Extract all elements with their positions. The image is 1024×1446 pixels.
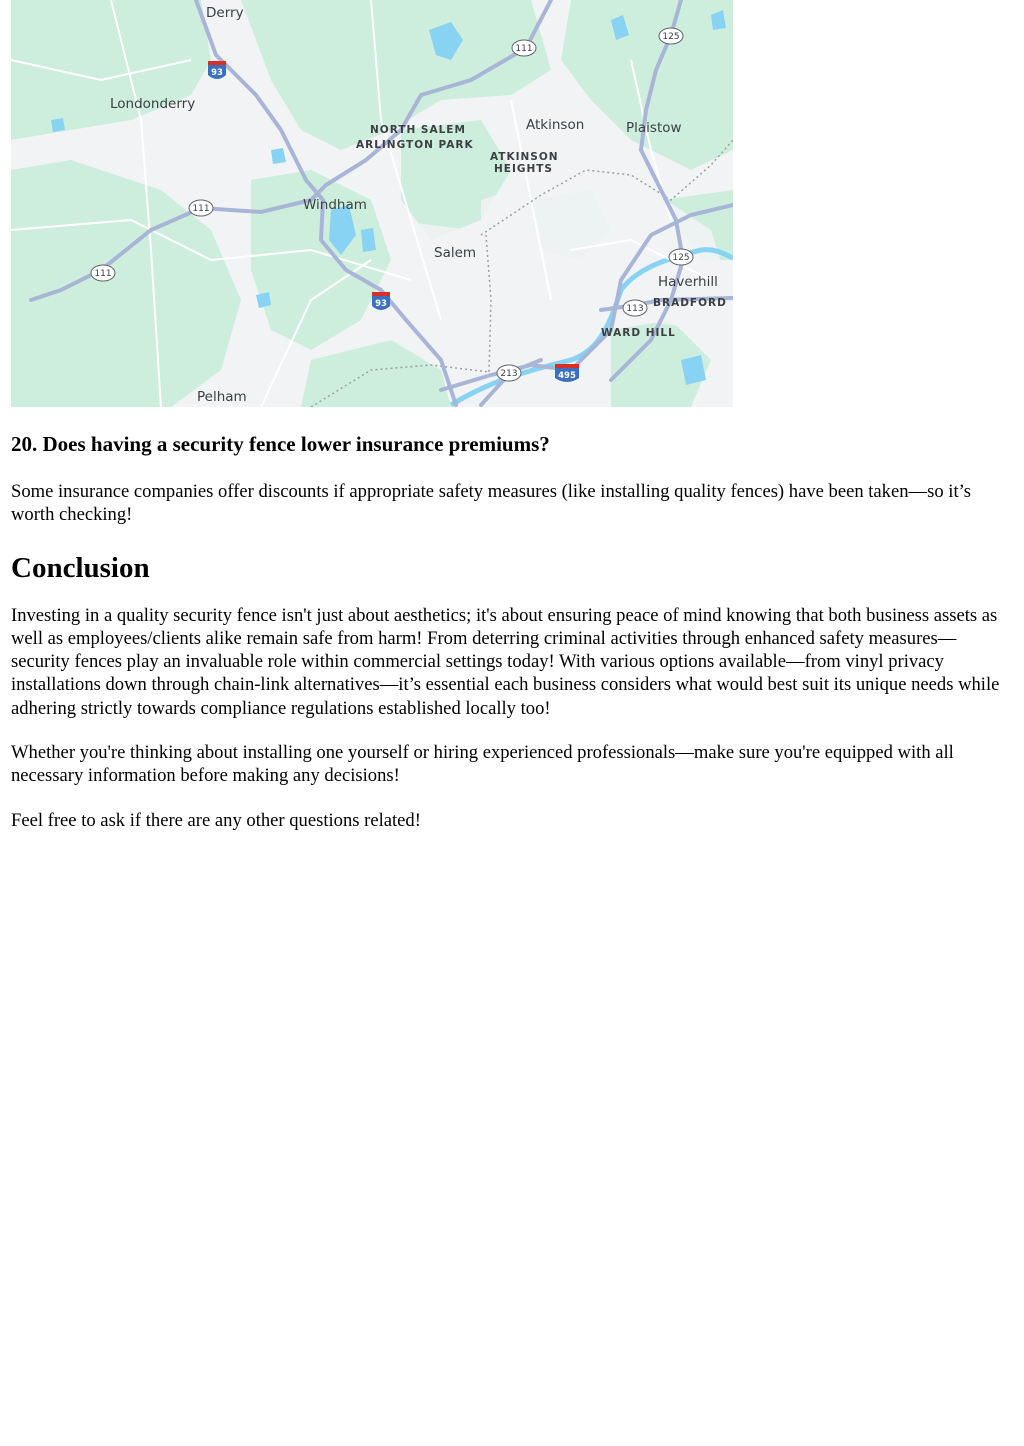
faq-answer-paragraph: Some insurance companies offer discounts if appropriate safety measures (like installing quality fences) have been taken—so it’s worth checking!	[11, 481, 972, 526]
place-label-arlington-park: ARLINGTON PARK	[356, 139, 474, 151]
article-body	[11, 420, 1014, 832]
svg-text:111: 111	[94, 269, 112, 279]
interstate-93-shield	[372, 292, 390, 310]
conclusion-paragraph: Investing in a quality security fence isn't just about aesthetics; it's about ensuring peace of mind knowing that both business assets as well as employees/clients alike remain safe from harm! From deterring criminal activities through enhanced safety measures—security fences play an invaluable role within commercial settings today! With various options available—from vinyl privacy installations down through chain-link alternatives—it’s essential each business considers what would best suit its unique needs while adhering strictly towards compliance regulations established locally too!	[11, 604, 1000, 719]
route-111-shield	[512, 40, 536, 56]
svg-text:113: 113	[626, 304, 644, 314]
svg-text:213: 213	[500, 369, 518, 379]
interstate-93-shield	[208, 61, 226, 79]
place-label-londonderry: Londonderry	[110, 96, 196, 112]
place-label-plaistow: Plaistow	[626, 120, 682, 136]
closing-paragraph: Feel free to ask if there are any other questions related!	[11, 809, 421, 831]
place-label-salem: Salem	[434, 245, 477, 261]
interstate-495-shield	[555, 364, 579, 382]
route-125-shield	[669, 249, 693, 265]
place-label-atkinson-heights: ATKINSON	[490, 151, 559, 163]
svg-text:111: 111	[515, 44, 533, 54]
place-label-atkinson: Atkinson	[526, 117, 585, 133]
route-213-shield	[497, 365, 521, 381]
faq-question-heading: 20. Does having a security fence lower insurance premiums?	[11, 432, 550, 456]
map-image	[11, 0, 733, 407]
place-label-bradford: BRADFORD	[653, 297, 727, 309]
map-canvas	[11, 0, 733, 407]
place-label-haverhill: Haverhill	[658, 274, 718, 290]
svg-text:125: 125	[662, 32, 680, 42]
conclusion-heading: Conclusion	[11, 551, 150, 584]
route-111-shield	[91, 265, 115, 281]
svg-text:495: 495	[558, 371, 576, 381]
route-125-shield	[659, 28, 683, 44]
route-113-shield	[623, 300, 647, 316]
place-label-atkinson-heights: HEIGHTS	[494, 163, 553, 175]
place-label-north-salem: NORTH SALEM	[370, 124, 466, 136]
svg-text:93: 93	[375, 299, 387, 309]
place-label-derry: Derry	[206, 5, 244, 21]
place-label-pelham: Pelham	[197, 389, 247, 405]
svg-text:125: 125	[672, 253, 690, 263]
svg-text:111: 111	[192, 204, 210, 214]
svg-text:93: 93	[211, 68, 223, 78]
route-111-shield	[189, 200, 213, 216]
place-label-ward-hill: WARD HILL	[601, 327, 676, 339]
conclusion-paragraph: Whether you're thinking about installing one yourself or hiring experienced professionals—make sure you're equipped with all necessary information before making any decisions!	[11, 742, 954, 787]
place-label-windham: Windham	[303, 197, 367, 213]
